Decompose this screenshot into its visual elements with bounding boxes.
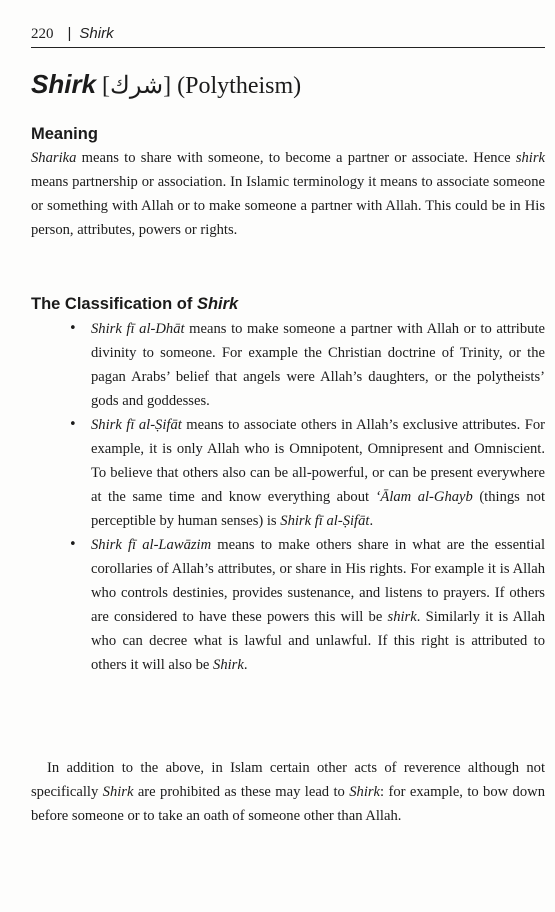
item-term: Shirk fī al-Dhāt bbox=[91, 321, 185, 337]
closing-term-2: Shirk bbox=[349, 784, 381, 800]
item-text: means to make someone a partner with Allah or to attribute divinity to someone. For example the Christian doctrine of Trinity, or the pagan Arabs’ belief that angels were Allah’s daughters, or the polytheists’ gods and goddesses. bbox=[91, 321, 545, 409]
item-text: . bbox=[243, 657, 248, 673]
item-term: Shirk fī al-Lawāzim bbox=[91, 537, 212, 553]
running-head-separator: | bbox=[67, 25, 72, 42]
closing-text-3: : for example, to bow down before someone or to take an oath of someone other than Allah. bbox=[31, 784, 545, 824]
meaning-term-shirk: shirk bbox=[515, 150, 545, 166]
item-text: means to associate others in Allah’s exclusive attributes. For example, it is only Allah who is Omnipotent, Omnipresent and Omniscient. To believe that others also can be all-powerful, or can be present everywhere at the same time and know everything about bbox=[91, 417, 545, 505]
header-rule bbox=[31, 47, 545, 48]
meaning-paragraph bbox=[31, 146, 545, 242]
list-item bbox=[65, 533, 545, 677]
item-term-inline: shirk bbox=[387, 609, 417, 625]
list-item bbox=[65, 317, 545, 413]
item-term-inline: Shirk fī al-Ṣifāt bbox=[280, 513, 370, 529]
book-page bbox=[31, 0, 545, 912]
meaning-text-2: means partnership or association. In Islamic terminology it means to associate someone or something with Allah or to make someone a partner with Allah. This could be in His person, attributes, powers or rights. bbox=[31, 174, 545, 238]
bullet-icon: • bbox=[69, 417, 77, 432]
item-term-inline: ‘Ālam al-Ghayb bbox=[375, 489, 473, 505]
list-item bbox=[65, 413, 545, 533]
classification-heading-term: Shirk bbox=[196, 295, 239, 313]
chapter-title-main: Shirk bbox=[31, 69, 97, 99]
section-heading-meaning: Meaning bbox=[31, 125, 98, 143]
chapter-title bbox=[31, 66, 545, 104]
meaning-text-1: means to share with someone, to become a partner or associate. Hence bbox=[76, 150, 516, 166]
item-text: means to make others share in what are the essential corollaries of Allah’s attributes, or share in His rights. For example it is Allah who controls destinies, provides sustenance, and listens to prayers. If others are considered to have these powers this will be bbox=[91, 537, 546, 625]
closing-text-1: In addition to the above, in Islam certain other acts of reverence although not specifically bbox=[31, 760, 545, 800]
bullet-icon: • bbox=[69, 537, 77, 552]
bullet-icon: • bbox=[69, 321, 77, 336]
closing-paragraph bbox=[31, 756, 545, 828]
closing-term-1: Shirk bbox=[102, 784, 134, 800]
running-head-title: Shirk bbox=[79, 25, 114, 42]
closing-text-2: are prohibited as these may lead to bbox=[133, 784, 350, 800]
page-number: 220 bbox=[31, 26, 54, 42]
item-text: . Similarly it is Allah who can decree what is lawful and unlawful. If this right is attributed to others it will also be bbox=[91, 609, 545, 673]
item-text: (things not perceptible by human senses) is bbox=[91, 489, 545, 529]
classification-list bbox=[65, 317, 545, 677]
meaning-term-sharika: Sharika bbox=[31, 150, 77, 166]
item-term: Shirk fī al-Ṣifāt bbox=[91, 417, 182, 433]
classification-heading-main: The Classification of bbox=[31, 295, 197, 313]
running-head bbox=[31, 23, 545, 45]
item-term-inline: Shirk bbox=[213, 657, 244, 673]
item-text: . bbox=[369, 513, 374, 529]
section-heading-classification bbox=[31, 293, 238, 315]
chapter-title-rest: [شرك] (Polytheism) bbox=[96, 73, 302, 99]
